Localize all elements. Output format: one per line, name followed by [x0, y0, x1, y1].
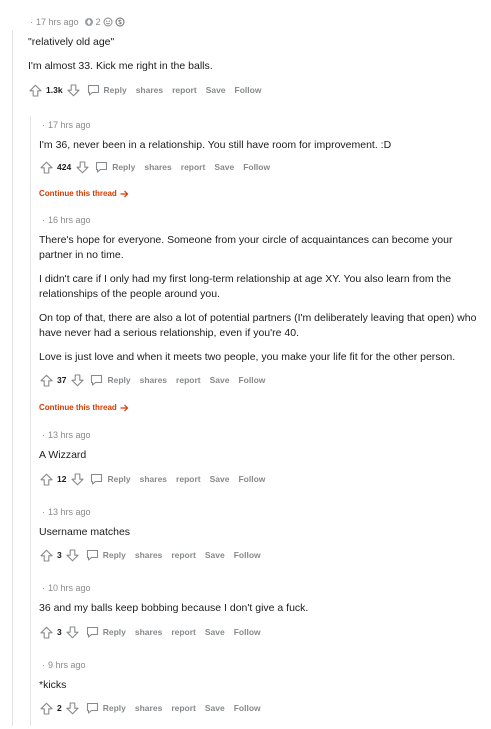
continue-row	[39, 183, 485, 201]
continue-thread-label: Continue this thread	[39, 189, 117, 198]
award-icon	[84, 17, 94, 27]
downvote-button[interactable]	[66, 548, 80, 562]
reply-icon	[90, 374, 103, 386]
comment-text: 36 and my balls keep bobbing because I don't give a fuck.	[39, 602, 309, 614]
comment-meta	[42, 214, 485, 226]
save-button[interactable]: Save	[209, 474, 230, 484]
save-button[interactable]: Save	[204, 550, 225, 560]
upvote-button[interactable]	[39, 160, 53, 174]
share-button[interactable]: shares	[139, 375, 168, 385]
reply-label: Reply	[107, 375, 131, 385]
comment	[39, 429, 485, 487]
upvote-button[interactable]	[39, 472, 53, 486]
save-button[interactable]: Save	[209, 375, 230, 385]
follow-button[interactable]: Follow	[234, 85, 262, 95]
downvote-icon	[71, 374, 84, 387]
upvote-button[interactable]	[28, 83, 42, 97]
reply-button[interactable]	[86, 626, 126, 638]
comment-actions	[39, 372, 485, 388]
follow-button[interactable]: Follow	[243, 162, 271, 172]
reply-icon	[86, 626, 99, 638]
report-button[interactable]: report	[176, 474, 201, 484]
comment-timestamp[interactable]: 17 hrs ago	[48, 120, 91, 130]
comment-timestamp[interactable]: 17 hrs ago	[36, 17, 79, 27]
continue-thread-link[interactable]	[39, 403, 129, 412]
award-count: 2	[95, 17, 101, 27]
meta-separator: ·	[30, 17, 33, 27]
share-button[interactable]: shares	[134, 703, 163, 713]
vote-score: 1.3k	[46, 85, 63, 95]
reply-label: Reply	[102, 703, 126, 713]
upvote-icon	[40, 702, 53, 715]
comment-meta	[42, 119, 485, 131]
awards[interactable]	[84, 16, 125, 28]
vote-score: 3	[57, 627, 62, 637]
share-button[interactable]: shares	[139, 474, 168, 484]
comment-timestamp[interactable]: 16 hrs ago	[48, 215, 91, 225]
upvote-icon	[40, 374, 53, 387]
report-button[interactable]: report	[171, 550, 196, 560]
share-button[interactable]: shares	[134, 627, 163, 637]
comment-timestamp[interactable]: 13 hrs ago	[48, 430, 91, 440]
meta-separator: ·	[42, 507, 45, 517]
follow-button[interactable]: Follow	[238, 474, 266, 484]
award-icon	[115, 17, 125, 27]
upvote-button[interactable]	[39, 548, 53, 562]
reply-label: Reply	[112, 162, 136, 172]
reply-icon	[95, 161, 108, 173]
downvote-icon	[67, 84, 80, 97]
upvote-button[interactable]	[39, 701, 53, 715]
vote-score: 12	[57, 474, 67, 484]
report-button[interactable]: report	[172, 85, 197, 95]
thread-line-level-0[interactable]	[12, 30, 13, 726]
vote-score: 2	[57, 703, 62, 713]
comment	[28, 16, 485, 98]
comment-actions	[39, 700, 485, 716]
comment-meta	[42, 659, 485, 671]
comment-timestamp[interactable]: 13 hrs ago	[48, 507, 91, 517]
comment-meta	[42, 582, 485, 594]
downvote-icon	[66, 549, 79, 562]
report-button[interactable]: report	[180, 162, 206, 172]
comment-text: I'm 36, never been in a relationship. You still have room for improvement. :D	[39, 139, 392, 151]
upvote-icon	[40, 626, 53, 639]
comment	[39, 582, 485, 640]
save-button[interactable]: Save	[204, 703, 225, 713]
report-button[interactable]: report	[171, 627, 196, 637]
reply-label: Reply	[102, 550, 126, 560]
vote-score: 3	[57, 550, 62, 560]
downvote-button[interactable]	[66, 625, 80, 639]
upvote-icon	[29, 84, 42, 97]
meta-separator: ·	[42, 583, 45, 593]
share-button[interactable]: shares	[134, 550, 163, 560]
upvote-icon	[40, 473, 53, 486]
comment-timestamp[interactable]: 10 hrs ago	[48, 583, 91, 593]
comment-text: On top of that, there are also a lot of potential partners (I'm deliberately leaving that open) who have never had a serious relationship, even if you're 40.	[39, 312, 477, 339]
comment-text: A Wizzard	[39, 449, 87, 461]
meta-separator: ·	[42, 120, 45, 130]
reply-button[interactable]	[86, 702, 126, 714]
comment	[39, 214, 485, 415]
reply-label: Reply	[103, 85, 127, 95]
comment-text: Love is just love and when it meets two people, you make your life fit for the other person.	[39, 351, 456, 363]
comment	[39, 119, 485, 201]
save-button[interactable]: Save	[214, 162, 235, 172]
upvote-icon	[40, 549, 53, 562]
reply-button[interactable]	[90, 473, 130, 485]
downvote-icon	[66, 626, 79, 639]
comment-text: There's hope for everyone. Someone from your circle of acquaintances can become your partner in no time.	[39, 234, 453, 261]
follow-button[interactable]: Follow	[233, 550, 261, 560]
comment-timestamp[interactable]: 9 hrs ago	[48, 660, 86, 670]
downvote-button[interactable]	[75, 160, 89, 174]
comment-text: I'm almost 33. Kick me right in the balls.	[28, 60, 213, 72]
save-button[interactable]: Save	[205, 85, 226, 95]
comment-actions	[39, 624, 485, 640]
upvote-button[interactable]	[39, 625, 53, 639]
continue-arrow-icon	[120, 190, 129, 198]
report-button[interactable]: report	[171, 703, 196, 713]
comment-text: *kicks	[39, 679, 67, 691]
comment-actions	[28, 82, 485, 98]
comment-actions	[39, 159, 485, 175]
reply-label: Reply	[107, 474, 131, 484]
continue-arrow-icon	[120, 404, 129, 412]
comment	[39, 506, 485, 563]
comment-actions	[39, 547, 485, 563]
save-button[interactable]: Save	[204, 627, 225, 637]
comment-text: "relatively old age"	[28, 36, 115, 48]
reply-button[interactable]	[90, 374, 130, 386]
share-button[interactable]: shares	[135, 85, 164, 95]
follow-button[interactable]: Follow	[233, 627, 261, 637]
vote-score: 37	[57, 375, 67, 385]
award-icon	[103, 17, 113, 27]
thread-line-level-1[interactable]	[30, 116, 31, 726]
comment-text: Username matches	[39, 526, 131, 538]
downvote-icon	[76, 161, 89, 174]
comment-meta	[42, 506, 485, 518]
reply-label: Reply	[102, 627, 126, 637]
reply-icon	[86, 702, 99, 714]
downvote-button[interactable]	[70, 472, 84, 486]
downvote-button[interactable]	[70, 373, 84, 387]
meta-separator: ·	[42, 215, 45, 225]
meta-separator: ·	[42, 430, 45, 440]
downvote-icon	[71, 473, 84, 486]
upvote-icon	[40, 161, 53, 174]
comment-meta	[42, 429, 485, 441]
continue-row	[39, 397, 485, 415]
follow-button[interactable]: Follow	[238, 375, 266, 385]
comment-text: I didn't care if I only had my first long-term relationship at age XY. You also learn from the relationships of the people around you.	[39, 273, 452, 300]
reply-icon	[87, 84, 100, 96]
comment-actions	[39, 471, 485, 487]
meta-separator: ·	[42, 660, 45, 670]
reply-button[interactable]	[95, 161, 135, 173]
reply-button[interactable]	[87, 84, 127, 96]
downvote-icon	[66, 702, 79, 715]
vote-score: 424	[57, 162, 72, 172]
comment-meta	[30, 16, 485, 28]
share-button[interactable]: shares	[144, 162, 172, 172]
upvote-button[interactable]	[39, 373, 53, 387]
report-button[interactable]: report	[176, 375, 201, 385]
follow-button[interactable]: Follow	[233, 703, 261, 713]
downvote-button[interactable]	[66, 701, 80, 715]
reply-button[interactable]	[86, 549, 126, 561]
continue-thread-link[interactable]	[39, 189, 129, 198]
reply-icon	[86, 549, 99, 561]
reply-icon	[90, 473, 103, 485]
downvote-button[interactable]	[67, 83, 81, 97]
comment	[39, 659, 485, 716]
continue-thread-label: Continue this thread	[39, 403, 117, 412]
